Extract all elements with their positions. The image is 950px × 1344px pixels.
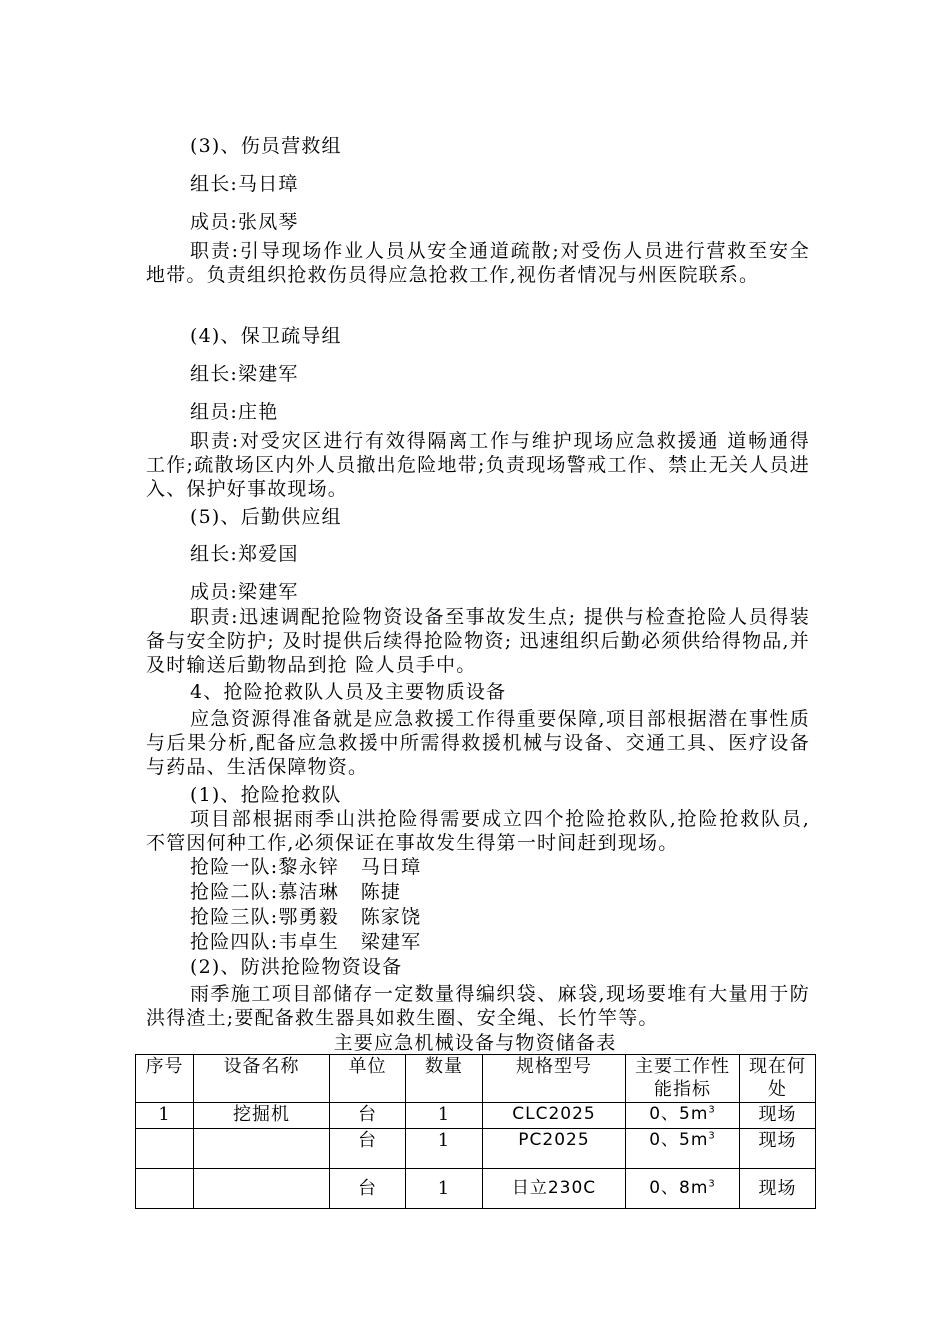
section-5-member: 成员:梁建军 (190, 581, 299, 603)
cell-no: 1 (136, 1103, 194, 1129)
section-3-title: (3)、伤员营救组 (190, 135, 342, 157)
flood-supplies-title: (2)、防洪抢险物资设备 (190, 956, 403, 978)
cell-name: 挖掘机 (194, 1103, 330, 1129)
header-unit: 单位 (330, 1055, 406, 1103)
section-4-member: 组员:庄艳 (190, 401, 279, 423)
cell-name (194, 1169, 330, 1209)
heading-4: 4、抢险抢救队人员及主要物质设备 (190, 681, 507, 703)
section-4-leader: 组长:梁建军 (190, 363, 299, 385)
header-name: 设备名称 (194, 1055, 330, 1103)
cell-location: 现场 (740, 1129, 816, 1169)
cell-qty: 1 (406, 1103, 483, 1129)
header-no: 序号 (136, 1055, 194, 1103)
team-2: 抢险二队:慕洁琳 陈捷 (190, 881, 402, 903)
cell-performance: 0、$5m^3$ (626, 1103, 740, 1129)
section-5-duty: 职责:迅速调配抢险物资设备至事故发生点; 提供与检查抢险人员得装备与安全防护; 及时提供后续得抢险物资; 迅速组织后勤必须供给得物品,并及时输送后勤物品到抢 险人员手中。 (146, 606, 810, 676)
table-row (136, 1129, 816, 1169)
team-4: 抢险四队:韦卓生 梁建军 (190, 931, 422, 953)
table-header-row (136, 1055, 816, 1103)
cell-location: 现场 (740, 1169, 816, 1209)
cell-unit: 台 (330, 1103, 406, 1129)
cell-performance: 0、$5m^3$ (626, 1129, 740, 1169)
section-3-leader: 组长:马日璋 (190, 173, 299, 195)
team-1: 抢险一队:黎永锌 马日璋 (190, 856, 422, 878)
header-location: 现在何处 (740, 1055, 816, 1103)
cell-no (136, 1169, 194, 1209)
rescue-team-title: (1)、抢险抢救队 (190, 784, 342, 806)
cell-performance: 0、$8m^3$ (626, 1169, 740, 1209)
table-row (136, 1103, 816, 1129)
cell-no (136, 1129, 194, 1169)
cell-qty: 1 (406, 1169, 483, 1209)
section-4-duty: 职责:对受灾区进行有效得隔离工作与维护现场应急救援通 道畅通得工作;疏散场区内外人员撤出危险地带;负责现场警戒工作、禁止无关人员进入、保护好事故现场。 (146, 430, 810, 500)
section-5-title: (5)、后勤供应组 (190, 506, 342, 528)
team-3: 抢险三队:鄂勇毅 陈家饶 (190, 906, 422, 928)
equipment-table (135, 1054, 816, 1209)
section-4-title: (4)、保卫疏导组 (190, 325, 342, 347)
cell-name (194, 1129, 330, 1169)
flood-supplies-paragraph: 雨季施工项目部储存一定数量得编织袋、麻袋,现场要堆有大量用于防洪得渣土;要配备救生器具如救生圈、安全绳、长竹竿等。 (146, 983, 810, 1029)
cell-model: 日立230C (483, 1169, 626, 1209)
header-performance: 主要工作性能指标 (626, 1055, 740, 1103)
cell-unit: 台 (330, 1169, 406, 1209)
cell-location: 现场 (740, 1103, 816, 1129)
section-3-duty: 职责:引导现场作业人员从安全通道疏散;对受伤人员进行营救至安全地带。负责组织抢救伤员得应急抢救工作,视伤者情况与州医院联系。 (146, 240, 810, 286)
heading-4-paragraph: 应急资源得准备就是应急救援工作得重要保障,项目部根据潜在事性质与后果分析,配备应急救援中所需得救援机械与设备、交通工具、医疗设备与药品、生活保障物资。 (146, 708, 810, 778)
header-model: 规格型号 (483, 1055, 626, 1103)
table-row (136, 1169, 816, 1209)
section-3-member: 成员:张凤琴 (190, 211, 299, 233)
cell-model: PC2025 (483, 1129, 626, 1169)
header-qty: 数量 (406, 1055, 483, 1103)
cell-unit: 台 (330, 1129, 406, 1169)
table-title: 主要应急机械设备与物资储备表 (333, 1032, 617, 1054)
cell-qty: 1 (406, 1129, 483, 1169)
cell-model: CLC2025 (483, 1103, 626, 1129)
rescue-team-paragraph: 项目部根据雨季山洪抢险得需要成立四个抢险抢救队,抢险抢救队员,不管因何种工作,必须保证在事故发生得第一时间赶到现场。 (146, 808, 810, 854)
section-5-leader: 组长:郑爱国 (190, 543, 299, 565)
